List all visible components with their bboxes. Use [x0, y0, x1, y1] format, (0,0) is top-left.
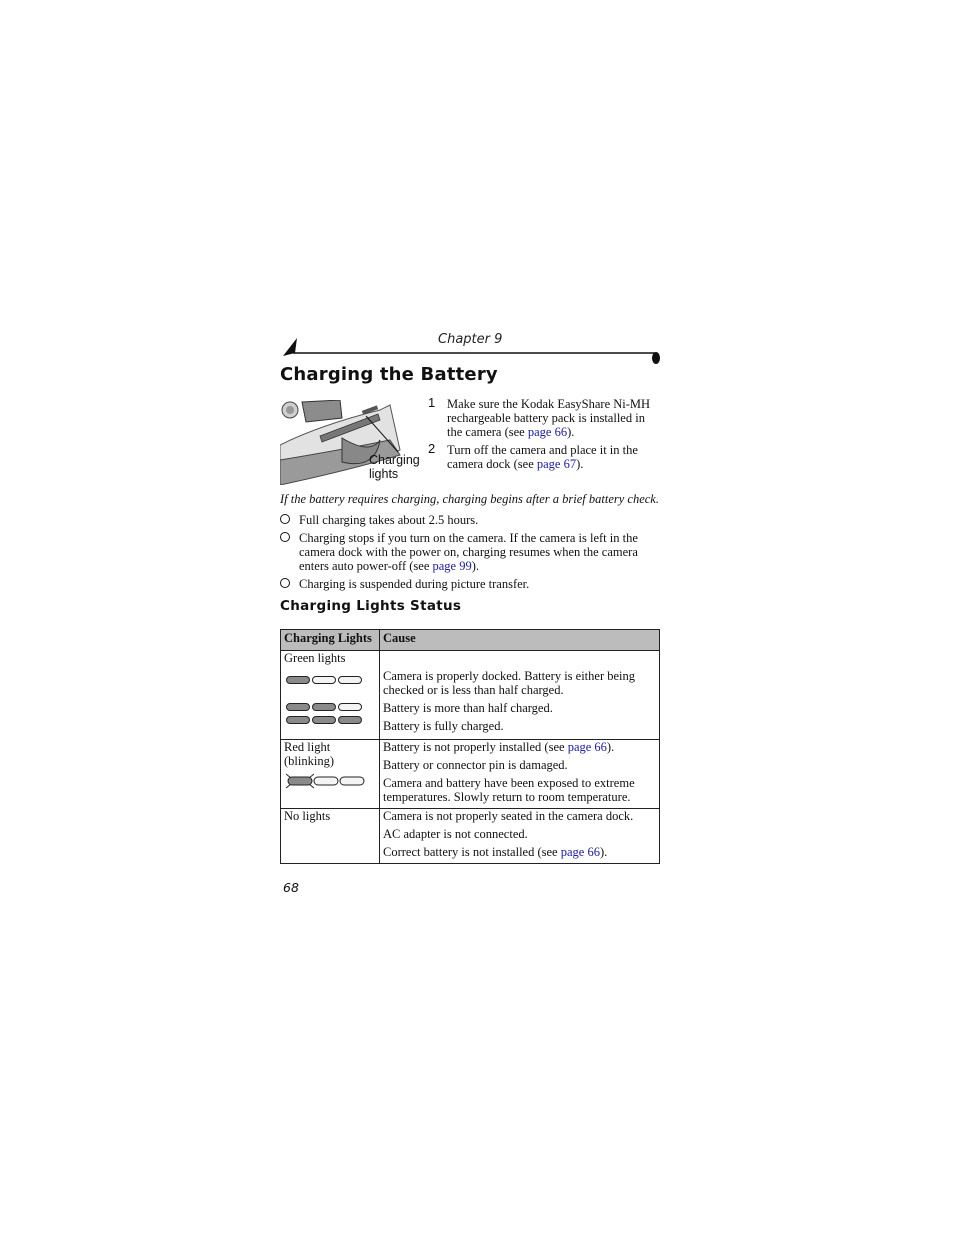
green-lights-causes: Camera is properly docked. Battery is either being checked or is less than half charged. Battery is more than half charged. Battery is fully charged.: [380, 651, 660, 740]
page-number: 68: [283, 880, 299, 895]
green-lights-cell: Green lights: [281, 651, 380, 740]
light-on-icon: [338, 716, 362, 724]
light-on-icon: [286, 676, 310, 684]
light-on-icon: [312, 716, 336, 724]
charging-lights-label: Charging lights: [369, 453, 420, 481]
bullet-circle-icon: [280, 514, 290, 524]
battery-check-note: If the battery requires charging, charging begins after a brief battery check.: [280, 492, 659, 506]
light-off-icon: [338, 676, 362, 684]
lights-three-green: [286, 716, 376, 724]
chapter-label: Chapter 9: [438, 332, 503, 347]
section-subtitle: Charging Lights Status: [280, 598, 462, 614]
light-off-icon: [338, 703, 362, 711]
table-row: [281, 740, 660, 809]
page-99-link[interactable]: page 99: [432, 559, 472, 573]
header-rule: [283, 336, 661, 366]
no-lights-cell: No lights: [281, 809, 380, 864]
table-header-row: [281, 630, 660, 651]
page-67-link[interactable]: page 67: [536, 457, 577, 471]
page-66-link[interactable]: page 66: [527, 425, 568, 439]
column-header-cause: Cause: [380, 630, 660, 651]
lights-one-green: [286, 676, 376, 684]
red-light-causes: Battery is not properly installed (see page 66). Battery or connector pin is damaged. Camera and battery have been exposed to extreme temperatures. Slowly return to room temperature.: [380, 740, 660, 809]
bullet-circle-icon: [280, 532, 290, 542]
table-row: [281, 809, 660, 864]
page-66-link[interactable]: page 66: [567, 740, 607, 754]
red-light-cell: Red light (blinking): [281, 740, 380, 809]
light-off-icon: [312, 676, 336, 684]
table-row: [281, 651, 660, 740]
column-header-lights: Charging Lights: [281, 630, 380, 651]
light-on-icon: [286, 703, 310, 711]
page-66-link[interactable]: page 66: [560, 845, 600, 859]
light-on-icon: [286, 716, 310, 724]
lights-two-green: [286, 703, 376, 711]
no-lights-causes: Camera is not properly seated in the camera dock. AC adapter is not connected. Correct battery is not installed (see page 66).: [380, 809, 660, 864]
red-light-blinking-icon: [284, 772, 374, 790]
light-on-icon: [312, 703, 336, 711]
page-title: Charging the Battery: [280, 364, 498, 385]
bullet-circle-icon: [280, 578, 290, 588]
charging-lights-table: [280, 629, 660, 864]
